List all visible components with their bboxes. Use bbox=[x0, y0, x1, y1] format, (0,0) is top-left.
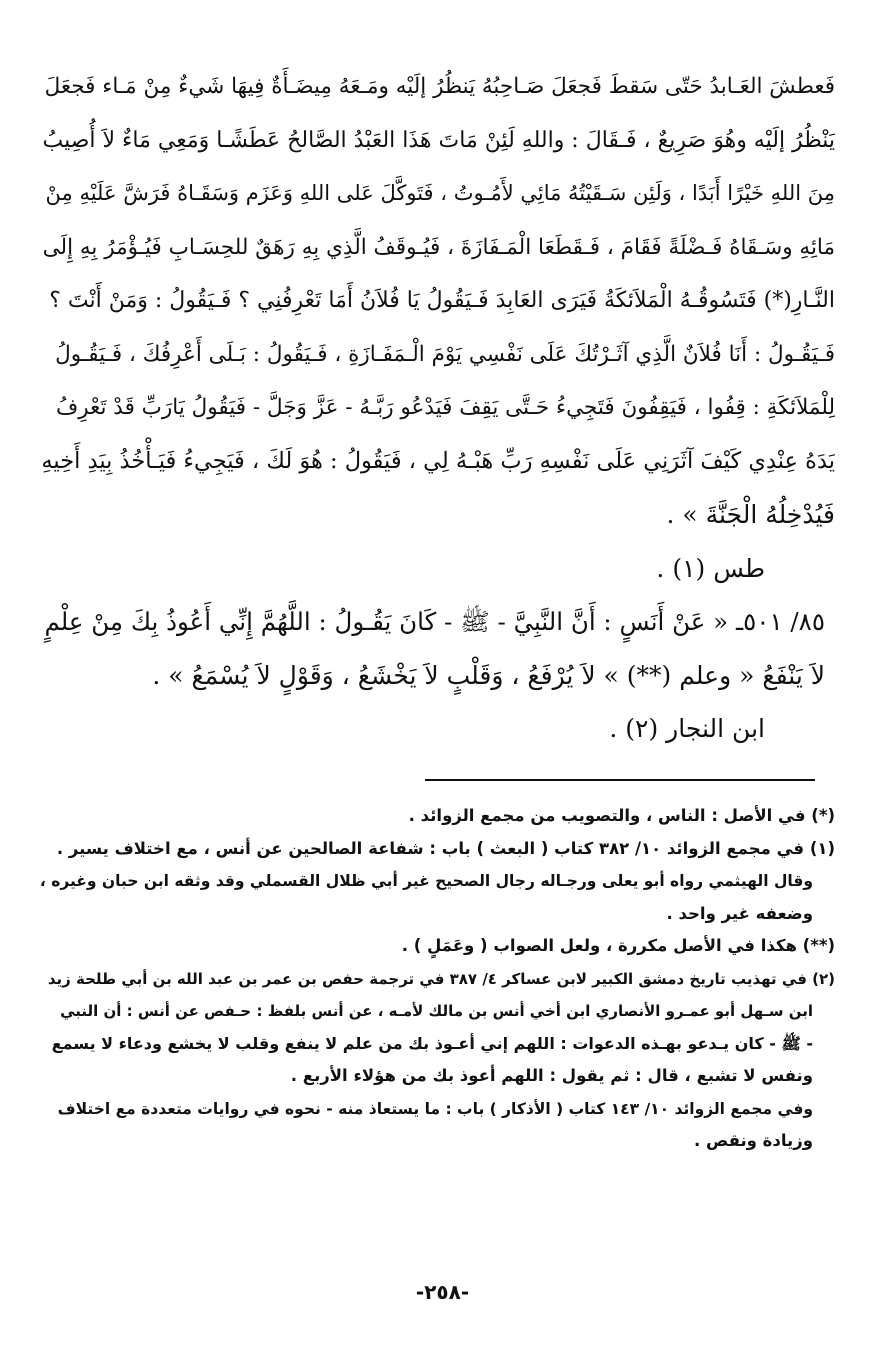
footnote-line: - ﷺ - كان يـدعو بهـذه الدعوات : اللهم إني أعـوذ بك من علم لا ينفع وقلب لا يخشع ودعاء لا يسمع bbox=[51, 1033, 813, 1053]
footnotes bbox=[40, 800, 835, 1158]
page-number: -٢٥٨- bbox=[415, 1280, 470, 1304]
paragraph-hadith-501 bbox=[40, 595, 835, 702]
text-line: فَيُدْخِلُهُ الْجَنَّةَ » . bbox=[666, 500, 835, 529]
footnote-line: وزيادة ونقص . bbox=[694, 1131, 813, 1150]
source-citation-2 bbox=[40, 702, 835, 756]
text-line: مِنَ اللهِ خَيْرًا أَبَدًا ، وَلَئِن سَـقَيْتُهُ مَائِي لأَمُـوتُ ، فَتَوكَّلَ عَلى اللهِ وَعَزَم وَسَقَـاهُ فَرَشَّ عَلَيْهِ مِنْ bbox=[45, 181, 835, 205]
footnote-line: ونفس لا تشبع ، قال : ثم يقول : اللهم أعوذ بك من هؤلاء الأربع . bbox=[290, 1066, 813, 1085]
paragraph-hadith-500-end bbox=[40, 60, 835, 542]
footnote-line: (١) في مجمع الزوائد ١٠/ ٣٨٢ كتاب ( البعث ) باب : شفاعة الصالحين عن أنس ، مع اختلاف يسير . bbox=[56, 838, 835, 858]
text-line: لاَ يَنْفَعُ « وعلم (**) » لاَ يُرْفَعُ ، وَقَلْبٍ لاَ يَخْشَعُ ، وَقَوْلٍ لاَ يُسْمَعُ » . bbox=[152, 660, 825, 690]
text-line: فَعطشَ العَـابدُ حَتّى سَقطَ فَجعَلَ صَـاحِبُهُ يَنظُرُ إلَيْه ومَـعَهُ مِيضَـأَةٌ فِيهَا شَيءٌ مِنْ مَـاء فَجعَلَ bbox=[44, 74, 835, 99]
text-line: النَّـارِ(*) فَتَسُوقُـهُ الْمَلاَئكَةُ فَيَرَى العَابِدَ فَـيَقُولُ يَا فُلاَنُ أَمَا تَعْرِفُنِي ؟ فَـيَقُولُ : وَمَنْ أَنْتَ ؟ bbox=[49, 288, 835, 313]
footnote-line: (٢) في تهذيب تاريخ دمشق الكبير لابن عساكر ٤/ ٣٨٧ في ترجمة حفص بن عمر بن عبد الله بن أبي طلحة زيد bbox=[47, 969, 835, 988]
text-line: طس (١) . bbox=[656, 553, 765, 583]
footnote-line: ابن سـهل أبو عمـرو الأنصاري ابن أخي أنس بن مالك لأمـه ، عن أنس بلفظ : حـفص عن أنس : أن النبي bbox=[60, 1002, 813, 1020]
footnote-line: (*) في الأصل : الناس ، والتصويب من مجمع الزوائد . bbox=[408, 806, 835, 825]
footnote-line: وضعفه غير واحد . bbox=[666, 903, 813, 923]
text-line: يَدَهُ عِنْدِي كَيْفَ آثَرَنِي عَلَى نَفْسِهِ رَبِّ هَبْـهُ لِي ، فَيَقُولُ : هُوَ لَكَ ، فَيَجِيءُ فَيَـأْخُذُ بِيَدِ أَخِيهِ bbox=[41, 447, 835, 474]
footnote-line: وقال الهيثمي رواه أبو يعلى ورجـاله رجال الصحيح غير أبي ظلال القسملي وقد وثقه ابن حبان وغيره ، bbox=[40, 872, 813, 890]
main-text bbox=[40, 60, 835, 756]
text-line: لِلْمَلاَئكَةِ : قِفُوا ، فَيَقِفُونَ فَتَجِيءُ حَـتَّى يَقِفَ فَيَدْعُو رَبَّـهُ - عَزَّ وَجَلَّ - فَيَقُولُ يَارَبِّ قَدْ تَعْرِفُ bbox=[55, 395, 835, 420]
text-line: ابن النجار (٢) . bbox=[609, 714, 765, 743]
footnote-divider bbox=[425, 779, 815, 781]
footnote-line: (**) هكذا في الأصل مكررة ، ولعل الصواب ( وعَمَلٍ ) . bbox=[401, 936, 835, 955]
text-line: مَائِهِ وسَـقَاهُ فَـضْلَةً فَقَامَ ، فَـقَطَعَا الْمَـفَازَةَ ، فَيُـوقَفُ الَّذِي بِهِ رَهَقٌ للحِسَـابِ فَيُـؤْمَرُ بِهِ إِلَى bbox=[42, 234, 835, 260]
footnote-line: وفي مجمع الزوائد ١٠/ ١٤٣ كتاب ( الأذكار ) باب : ما يستعاذ منه - نحوه في روايات متعددة مع اختلاف bbox=[57, 1099, 813, 1118]
text-line: فَـيَقُـولُ : أَنَا فُلاَنٌ الَّذِي آثَـرْتُكَ عَلَى نَفْسِي يَوْمَ الْـمَفَـازَةِ ، فَـيَقُولُ : بَـلَى أَعْرِفُكَ ، فَـيَقُـولُ bbox=[55, 341, 835, 367]
source-citation-1 bbox=[40, 542, 835, 596]
text-line: ٨٥/ ٥٠١ـ « عَنْ أَنَسٍ : أَنَّ النَّبِيَّ - ﷺ - كَانَ يَقُـولُ : اللَّهُمَّ إِنِّي أَعُوذُ بِكَ مِنْ عِلْمٍ bbox=[44, 607, 825, 636]
text-line: يَنْظُرُ إلَيْه وهُوَ صَرِيعٌ ، فَـقَالَ : واللهِ لَئِنْ مَاتَ هَذَا العَبْدُ الصَّالحُ عَطَشًـا وَمَعِي مَاءٌ لاَ أُصِيبُ bbox=[42, 127, 835, 153]
